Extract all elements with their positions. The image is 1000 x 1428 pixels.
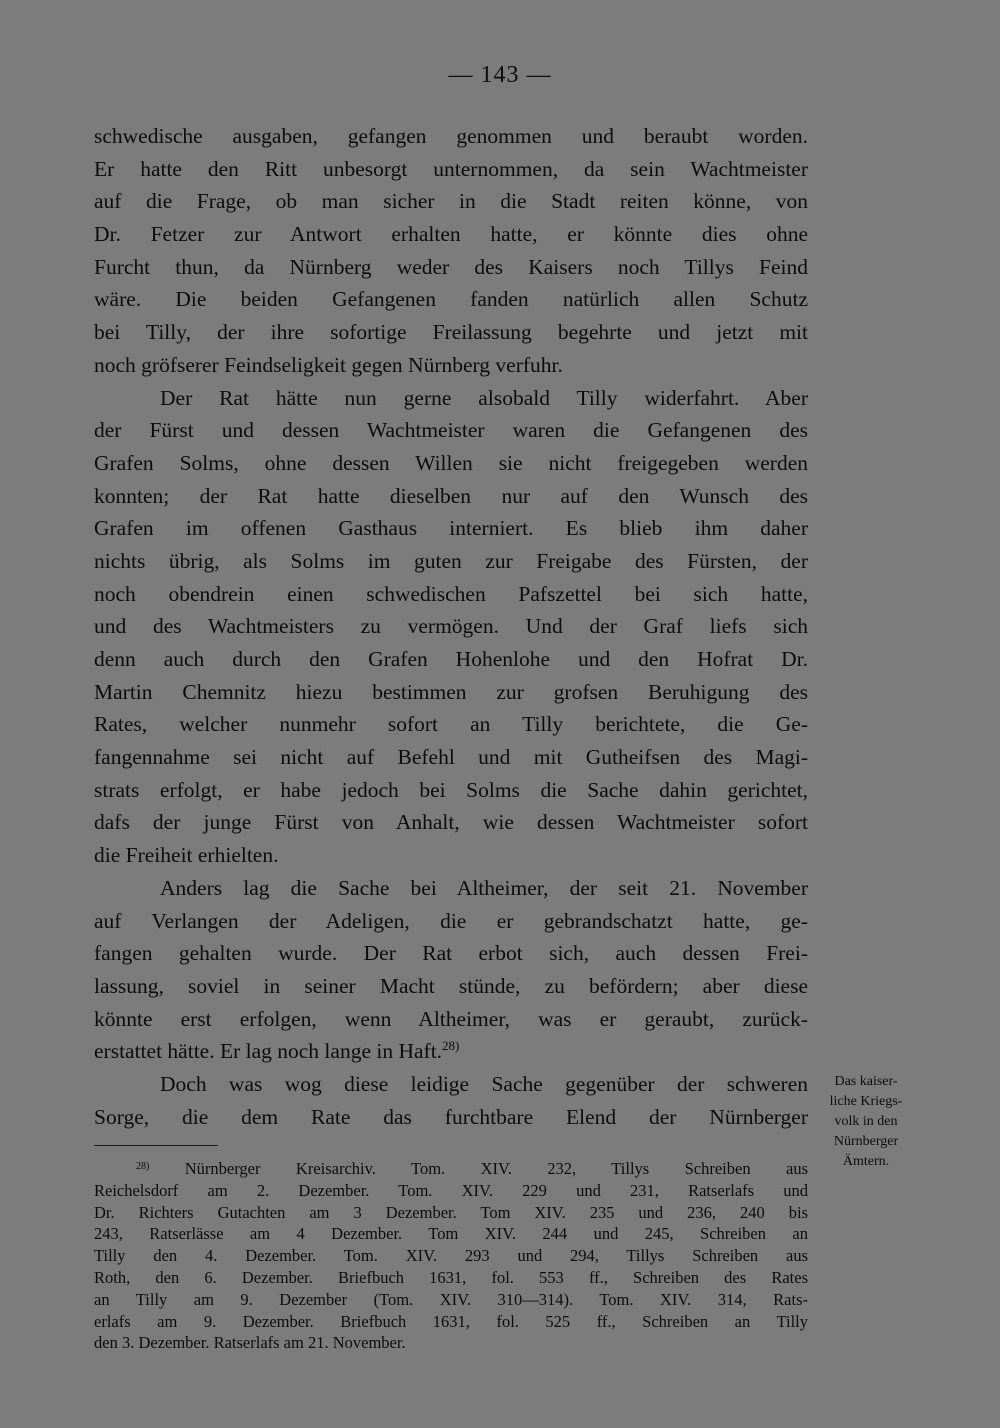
footnote-line-content: Nürnberger Kreisarchiv. Tom. XIV. 232, Tillys Schreiben aus xyxy=(184,1159,808,1178)
margin-note-line: Das kaiser- xyxy=(834,1074,898,1089)
text-line: konnten; der Rat hatte dieselben nur auf den Wunsch des xyxy=(94,483,808,508)
text-line: dafs der junge Fürst von Anhalt, wie dessen Wachtmeister sofort xyxy=(94,810,808,835)
footnote-divider xyxy=(94,1145,218,1146)
text-line: denn auch durch den Grafen Hohenlohe und den Hofrat Dr. xyxy=(94,647,808,671)
text-line: Er hatte den Ritt unbesorgt unternommen, da sein Wachtmeister xyxy=(94,156,808,181)
text-line: Grafen im offenen Gasthaus interniert. Es blieb ihm daher xyxy=(94,516,808,541)
text-line: und des Wachtmeisters zu vermögen. Und der Graf liefs sich xyxy=(94,614,808,639)
margin-note-line: Ämtern. xyxy=(842,1154,890,1169)
text-line: Furcht thun, da Nürnberg weder des Kaisers noch Tillys Feind xyxy=(94,254,808,279)
text-line: Rates, welcher nunmehr sofort an Tilly berichtete, die Ge- xyxy=(94,712,808,737)
text-line: wäre. Die beiden Gefangenen fanden natürlich allen Schutz xyxy=(94,287,808,312)
text-line: auf Verlangen der Adeligen, die er gebrandschatzt hatte, ge- xyxy=(94,908,808,933)
margin-note-line: volk in den xyxy=(834,1114,898,1129)
text-line: auf die Frage, ob man sicher in die Stadt reiten könne, von xyxy=(94,189,808,214)
footnote-line: Reichelsdorf am 2. Dezember. Tom. XIV. 229 und 231, Ratserlafs und xyxy=(94,1180,808,1200)
text-line: lassung, soviel in seiner Macht stünde, zu befördern; aber diese xyxy=(94,973,808,998)
text-line: könnte erst erfolgen, wenn Altheimer, was er geraubt, zurück- xyxy=(94,1006,808,1031)
footnote-line: erlafs am 9. Dezember. Briefbuch 1631, fol. 525 ff., Schreiben an Tilly xyxy=(94,1311,808,1331)
text-line: fangennahme sei nicht auf Befehl und mit Gutheifsen des Magi- xyxy=(94,745,808,770)
text-line: Doch was wog diese leidige Sache gegenüber der schweren xyxy=(160,1071,808,1096)
footnote-marker: 28) xyxy=(136,1161,150,1172)
text-line: schwedische ausgaben, gefangen genommen und beraubt worden. xyxy=(94,124,808,148)
text-line: die Freiheit erhielten. xyxy=(94,843,279,868)
text-line: Der Rat hätte nun gerne alsobald Tilly widerfahrt. Aber xyxy=(160,385,808,410)
footnote-line: 243, Ratserlässe am 4 Dezember. Tom XIV. 244 und 245, Schreiben an xyxy=(94,1224,808,1244)
text-line: strats erfolgt, er habe jedoch bei Solms die Sache dahin gerichtet, xyxy=(94,777,808,802)
footnote-line: Tilly den 4. Dezember. Tom. XIV. 293 und 294, Tillys Schreiben aus xyxy=(94,1246,808,1266)
footnote-line: an Tilly am 9. Dezember (Tom. XIV. 310—314). Tom. XIV. 314, Rats- xyxy=(94,1289,808,1309)
margin-note xyxy=(816,1072,916,1172)
text-line: Dr. Fetzer zur Antwort erhalten hatte, er könnte dies ohne xyxy=(94,222,808,247)
text-line: der Fürst und dessen Wachtmeister waren die Gefangenen des xyxy=(94,418,808,443)
margin-note-line: liche Kriegs- xyxy=(829,1094,903,1109)
text-line: Grafen Solms, ohne dessen Willen sie nicht freigegeben werden xyxy=(94,450,808,475)
footnote-reference: 28) xyxy=(442,1038,460,1054)
footnote-line: Roth, den 6. Dezember. Briefbuch 1631, fol. 553 ff., Schreiben des Rates xyxy=(94,1267,808,1287)
text-line: nichts übrig, als Solms im guten zur Freigabe des Fürsten, der xyxy=(94,548,808,573)
text-line-content: erstattet hätte. Er lag noch lange in Haft. xyxy=(94,1039,443,1064)
text-line xyxy=(94,1035,808,1068)
page-number: — 143 — xyxy=(448,62,552,88)
text-line: noch obendrein einen schwedischen Pafszettel bei sich hatte, xyxy=(94,581,808,606)
text-line: noch gröfserer Feindseligkeit gegen Nürnberg verfuhr. xyxy=(94,352,563,377)
footnotes xyxy=(94,1158,808,1354)
text-line: fangen gehalten wurde. Der Rat erbot sich, auch dessen Frei- xyxy=(94,941,808,966)
footnote-line: den 3. Dezember. Ratserlafs am 21. November. xyxy=(94,1333,406,1353)
footnote-line: Dr. Richters Gutachten am 3 Dezember. Tom XIV. 235 und 236, 240 bis xyxy=(94,1202,808,1222)
footnote-line xyxy=(94,1158,808,1180)
margin-note-line: Nürnberger xyxy=(833,1134,899,1149)
text-line: Sorge, die dem Rate das furchtbare Elend der Nürnberger xyxy=(94,1104,808,1129)
text-line: bei Tilly, der ihre sofortige Freilassung begehrte und jetzt mit xyxy=(94,320,808,345)
text-line: Martin Chemnitz hiezu bestimmen zur grofsen Beruhigung des xyxy=(94,679,808,704)
body-text xyxy=(94,120,808,1133)
text-line: Anders lag die Sache bei Altheimer, der seit 21. November xyxy=(160,875,808,900)
